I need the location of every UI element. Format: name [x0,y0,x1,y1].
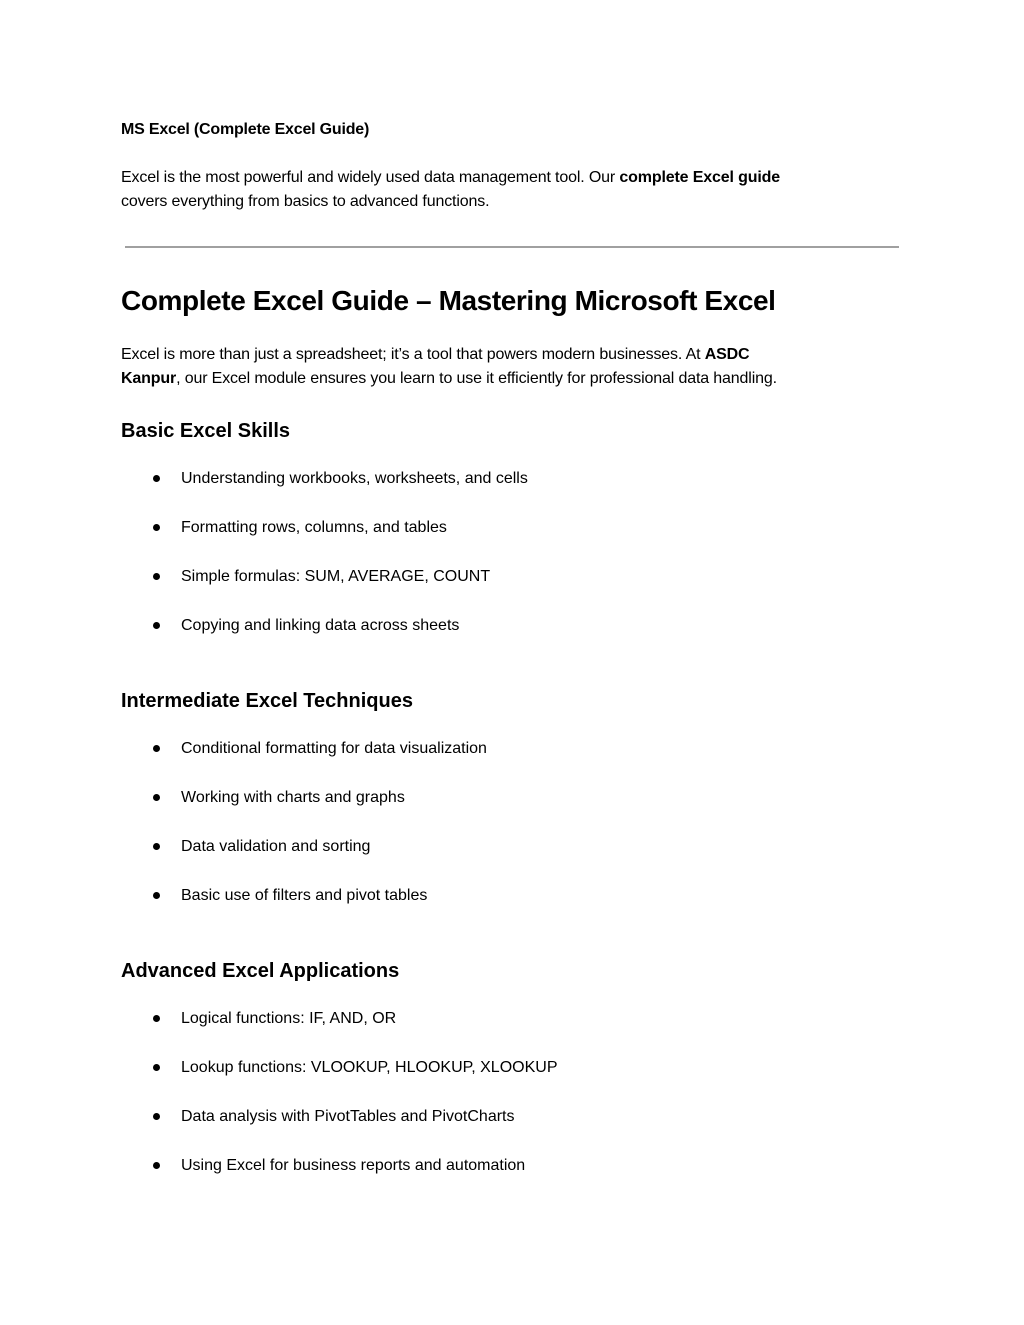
bullet-icon [153,1015,160,1022]
section-heading-basic: Basic Excel Skills [121,420,291,442]
horizontal-divider [125,246,899,248]
list-item-text: Working with charts and graphs [181,789,405,806]
bullet-icon [153,892,160,899]
list-item-text: Using Excel for business reports and automation [181,1157,526,1174]
bullet-icon [153,475,160,482]
bullet-icon [153,622,160,629]
list-item-text: Simple formulas: SUM, AVERAGE, COUNT [181,568,491,585]
bullet-icon [153,1113,160,1120]
description-text: Excel is more than just a spreadsheet; it’s a tool that powers modern businesses. At [121,346,705,363]
section-heading-intermediate: Intermediate Excel Techniques [121,690,413,712]
intro-paragraph [121,166,780,214]
description-text-continued: , our Excel module ensures you learn to use it efficiently for professional data handling. [176,370,777,387]
bullet-icon [153,1064,160,1071]
list-item-text: Understanding workbooks, worksheets, and cells [181,470,528,487]
list-item-text: Lookup functions: VLOOKUP, HLOOKUP, XLOOKUP [181,1059,558,1076]
description-paragraph [121,343,777,391]
list-item-text: Logical functions: IF, AND, OR [181,1010,397,1027]
bullet-icon [153,573,160,580]
document-title: MS Excel (Complete Excel Guide) [121,121,370,138]
bullet-icon [153,524,160,531]
org-name-part-2: Kanpur [121,370,177,387]
list-item-text: Formatting rows, columns, and tables [181,519,447,536]
org-name-part-1: ASDC [704,346,750,363]
intro-text-continued: covers everything from basics to advanced functions. [121,193,490,210]
list-item-text: Conditional formatting for data visualization [181,740,487,757]
section-heading-advanced: Advanced Excel Applications [121,960,400,982]
bullet-icon [153,794,160,801]
bullet-icon [153,1162,160,1169]
main-heading: Complete Excel Guide – Mastering Microsoft Excel [121,285,776,316]
list-item-text: Copying and linking data across sheets [181,617,460,634]
list-item-text: Data validation and sorting [181,838,371,855]
list-item-text: Data analysis with PivotTables and PivotCharts [181,1108,515,1125]
list-item-text: Basic use of filters and pivot tables [181,887,428,904]
bullet-icon [153,843,160,850]
intro-bold-text: complete Excel guide [619,169,780,186]
intro-text: Excel is the most powerful and widely used data management tool. Our [121,169,620,186]
bullet-icon [153,745,160,752]
